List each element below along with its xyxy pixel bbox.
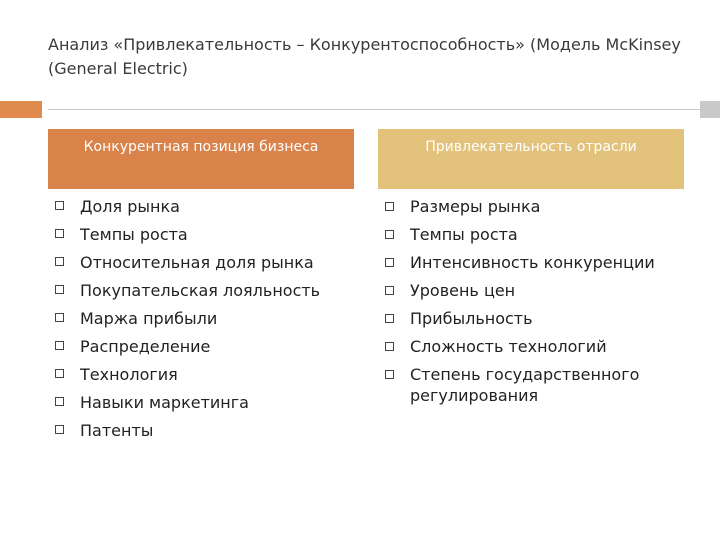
list-item-label: Покупательская лояльность: [80, 281, 321, 300]
list-item-label: Темпы роста: [410, 225, 518, 244]
list-item: [385, 280, 685, 301]
list-item-label: Распределение: [80, 337, 211, 356]
checkbox-square-icon: [385, 314, 394, 323]
list-item: [385, 336, 685, 357]
checkbox-square-icon: [55, 397, 64, 406]
checkbox-square-icon: [55, 201, 64, 210]
list-item: [55, 305, 355, 333]
list-item-label: Технология: [80, 365, 178, 384]
left-bullet-list: [55, 193, 355, 445]
list-item: [55, 389, 355, 417]
list-item-label: Размеры рынка: [410, 197, 541, 216]
checkbox-square-icon: [385, 342, 394, 351]
right-column-header: Привлекательность отрасли: [378, 129, 684, 189]
checkbox-square-icon: [385, 286, 394, 295]
checkbox-square-icon: [385, 202, 394, 211]
list-item-label: Доля рынка: [80, 197, 180, 216]
list-item: [55, 221, 355, 249]
list-item: [385, 252, 685, 273]
accent-bar: [0, 101, 42, 118]
checkbox-square-icon: [385, 230, 394, 239]
list-item: [385, 308, 685, 329]
checkbox-square-icon: [385, 370, 394, 379]
checkbox-square-icon: [55, 313, 64, 322]
list-item: [55, 193, 355, 221]
checkbox-square-icon: [55, 425, 64, 434]
slide-title: Анализ «Привлекательность – Конкурентоспособность» (Модель McKinsey (General Electric): [48, 35, 681, 78]
list-item-label: Маржа прибыли: [80, 309, 218, 328]
accent-bar-right: [700, 101, 720, 118]
list-item-label: Прибыльность: [410, 309, 533, 328]
list-item-label: Относительная доля рынка: [80, 253, 314, 272]
checkbox-square-icon: [55, 285, 64, 294]
list-item-label: Степень государственного регулирования: [410, 365, 640, 405]
list-item-label: Навыки маркетинга: [80, 393, 249, 412]
list-item-label: Патенты: [80, 421, 154, 440]
list-item: [55, 333, 355, 361]
list-item: [385, 224, 685, 245]
checkbox-square-icon: [55, 369, 64, 378]
list-item-label: Сложность технологий: [410, 337, 607, 356]
checkbox-square-icon: [385, 258, 394, 267]
right-bullet-list: [385, 193, 685, 413]
divider-line: [48, 109, 720, 110]
list-item: [55, 249, 355, 277]
list-item-label: Уровень цен: [410, 281, 516, 300]
left-column-header: Конкурентная позиция бизнеса: [48, 129, 354, 189]
checkbox-square-icon: [55, 341, 64, 350]
list-item: [55, 417, 355, 445]
checkbox-square-icon: [55, 257, 64, 266]
checkbox-square-icon: [55, 229, 64, 238]
list-item: [385, 364, 685, 406]
list-item-label: Интенсивность конкуренции: [410, 253, 655, 272]
list-item-label: Темпы роста: [80, 225, 188, 244]
list-item: [55, 277, 355, 305]
list-item: [385, 196, 685, 217]
list-item: [55, 361, 355, 389]
